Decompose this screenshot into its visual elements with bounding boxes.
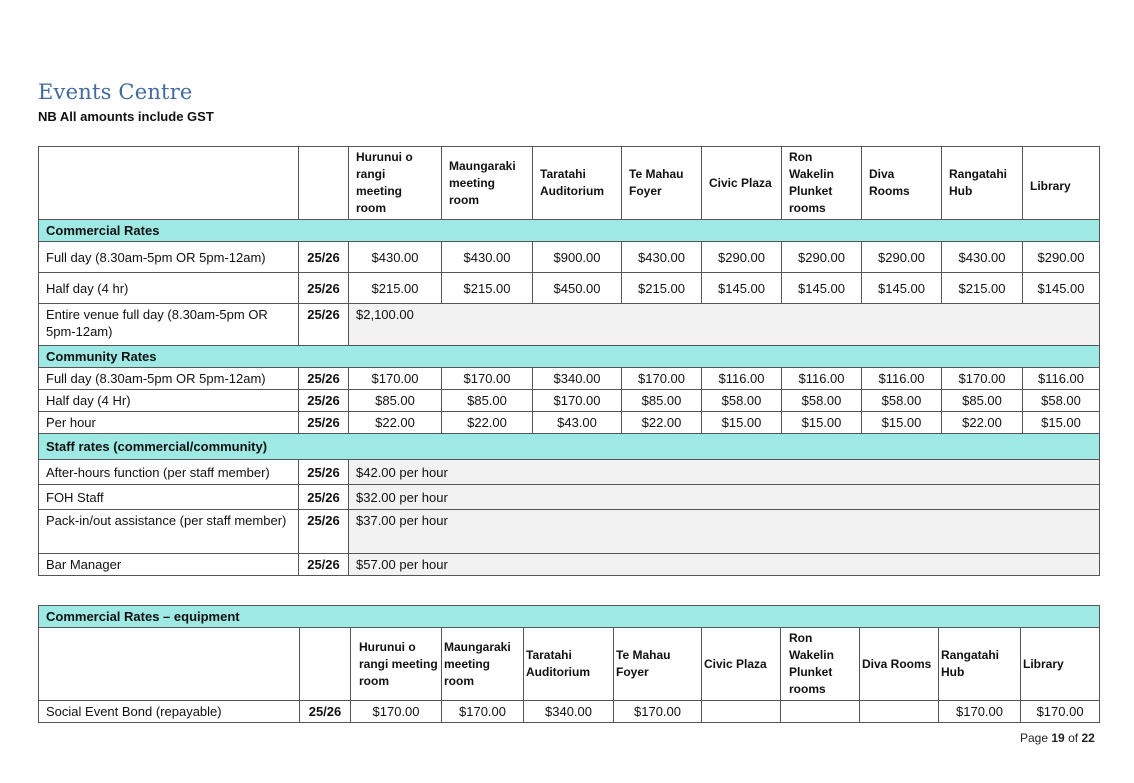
rate-cell: $58.00 [1023,390,1100,412]
rate-cell: $15.00 [1023,412,1100,434]
table-row [39,412,1100,434]
venue-header: Hurunui o rangi meeting room [351,628,442,701]
venue-header-row [39,147,1100,220]
rate-cell: $116.00 [702,368,782,390]
section-row-staff [39,434,1100,460]
row-year: 25/26 [299,412,349,434]
rate-cell: $15.00 [702,412,782,434]
rate-cell: $340.00 [533,368,622,390]
page-of: of [1068,731,1079,745]
page-title: Events Centre [38,80,193,104]
section-label: Commercial Rates – equipment [39,606,1100,628]
row-year: 25/26 [300,701,351,723]
table-row [39,242,1100,273]
rate-cell: $145.00 [1023,273,1100,304]
section-row-community [39,346,1100,368]
rate-cell: $170.00 [351,701,442,723]
rate-cell: $15.00 [782,412,862,434]
rate-cell: $430.00 [622,242,702,273]
page-label: Page [1020,731,1049,745]
venue-header-row [39,628,1100,701]
rate-cell-merged: $42.00 per hour [349,460,1100,485]
row-year: 25/26 [299,460,349,485]
rate-cell-merged: $2,100.00 [349,304,1100,346]
row-label: Bar Manager [39,554,299,576]
rate-cell: $116.00 [782,368,862,390]
row-label: Full day (8.30am-5pm OR 5pm-12am) [39,368,299,390]
rate-cell: $43.00 [533,412,622,434]
row-year: 25/26 [299,485,349,510]
table-row [39,304,1100,346]
rate-cell: $170.00 [939,701,1021,723]
table-row [39,554,1100,576]
rate-cell: $145.00 [862,273,942,304]
rate-cell [781,701,860,723]
table-row [39,510,1100,554]
table-row [39,701,1100,723]
row-label: Social Event Bond (repayable) [39,701,300,723]
row-label: Half day (4 hr) [39,273,299,304]
rate-cell: $290.00 [702,242,782,273]
header-blank [39,147,299,220]
header-year-blank [299,147,349,220]
venue-header: Diva Rooms [862,147,942,220]
header-blank [39,628,300,701]
rate-cell: $15.00 [862,412,942,434]
section-label: Commercial Rates [39,220,1100,242]
row-label: Half day (4 Hr) [39,390,299,412]
rate-cell: $170.00 [622,368,702,390]
rate-cell: $22.00 [442,412,533,434]
venue-rates-table [38,146,1100,576]
page-current: 19 [1051,731,1065,745]
rate-cell: $170.00 [1021,701,1100,723]
rate-cell: $215.00 [942,273,1023,304]
header-year-blank [300,628,351,701]
table-row [39,273,1100,304]
row-label: Per hour [39,412,299,434]
rate-cell: $170.00 [442,701,524,723]
row-year: 25/26 [299,554,349,576]
rate-cell: $116.00 [1023,368,1100,390]
rate-cell: $430.00 [442,242,533,273]
venue-header: Taratahi Auditorium [524,628,614,701]
venue-header: Te Mahau Foyer [614,628,702,701]
rate-cell: $22.00 [942,412,1023,434]
venue-header: Maungaraki meeting room [442,147,533,220]
venue-header: Diva Rooms [860,628,939,701]
rate-cell: $215.00 [442,273,533,304]
venue-header: Rangatahi Hub [939,628,1021,701]
rate-cell: $215.00 [622,273,702,304]
rate-cell: $170.00 [614,701,702,723]
rate-cell: $58.00 [702,390,782,412]
rate-cell: $290.00 [782,242,862,273]
rate-cell: $290.00 [1023,242,1100,273]
rate-cell: $170.00 [942,368,1023,390]
row-label: Full day (8.30am-5pm OR 5pm-12am) [39,242,299,273]
rate-cell: $170.00 [442,368,533,390]
rate-cell: $430.00 [349,242,442,273]
row-label: FOH Staff [39,485,299,510]
section-label: Staff rates (commercial/community) [39,434,1100,460]
gst-note: NB All amounts include GST [38,109,214,124]
venue-header: Civic Plaza [702,628,781,701]
row-year: 25/26 [299,368,349,390]
venue-header: Rangatahi Hub [942,147,1023,220]
rate-cell: $145.00 [702,273,782,304]
section-label: Community Rates [39,346,1100,368]
venue-header: Hurunui o rangi meeting room [349,147,442,220]
rate-cell: $85.00 [942,390,1023,412]
rate-cell: $58.00 [782,390,862,412]
rate-cell: $145.00 [782,273,862,304]
rate-cell: $85.00 [622,390,702,412]
venue-header: Civic Plaza [702,147,782,220]
rate-cell-merged: $32.00 per hour [349,485,1100,510]
row-year: 25/26 [299,510,349,554]
row-year: 25/26 [299,242,349,273]
rate-cell: $22.00 [622,412,702,434]
rate-cell [860,701,939,723]
row-year: 25/26 [299,304,349,346]
section-row-commercial [39,220,1100,242]
venue-header: Ron Wakelin Plunket rooms [781,628,860,701]
rate-cell: $22.00 [349,412,442,434]
table-row [39,390,1100,412]
rate-cell [702,701,781,723]
row-label: After-hours function (per staff member) [39,460,299,485]
table-row [39,460,1100,485]
rate-cell: $85.00 [442,390,533,412]
rate-cell: $340.00 [524,701,614,723]
rate-cell: $215.00 [349,273,442,304]
rate-cell: $85.00 [349,390,442,412]
rate-cell: $900.00 [533,242,622,273]
rate-cell: $170.00 [349,368,442,390]
page-total: 22 [1081,731,1095,745]
row-year: 25/26 [299,273,349,304]
rate-cell: $58.00 [862,390,942,412]
table-row [39,485,1100,510]
venue-header: Ron Wakelin Plunket rooms [782,147,862,220]
venue-header: Maungaraki meeting room [442,628,524,701]
rate-cell: $290.00 [862,242,942,273]
rate-cell: $116.00 [862,368,942,390]
equipment-rates-table [38,605,1100,723]
venue-header: Te Mahau Foyer [622,147,702,220]
venue-header: Taratahi Auditorium [533,147,622,220]
row-year: 25/26 [299,390,349,412]
rate-cell: $170.00 [533,390,622,412]
row-label: Pack-in/out assistance (per staff member) [39,510,299,554]
rate-cell-merged: $37.00 per hour [349,510,1100,554]
rate-cell-merged: $57.00 per hour [349,554,1100,576]
section-row-equipment [39,606,1100,628]
page-number [1020,731,1095,745]
row-label: Entire venue full day (8.30am-5pm OR 5pm-12am) [39,304,299,346]
rate-cell: $450.00 [533,273,622,304]
table-row [39,368,1100,390]
venue-header: Library [1023,147,1100,220]
rate-cell: $430.00 [942,242,1023,273]
venue-header: Library [1021,628,1100,701]
